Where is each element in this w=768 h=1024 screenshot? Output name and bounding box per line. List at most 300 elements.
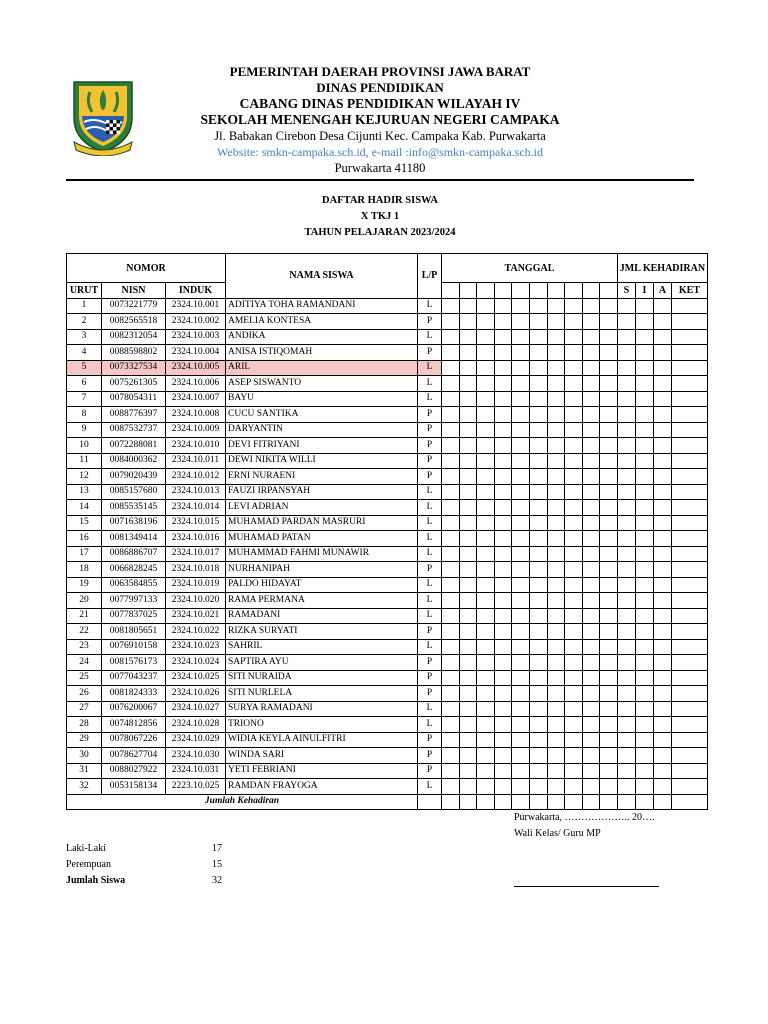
date-mark-cell[interactable] <box>442 391 460 407</box>
date-mark-cell[interactable] <box>477 469 495 485</box>
date-mark-cell[interactable] <box>459 500 477 516</box>
date-mark-cell[interactable] <box>442 763 460 779</box>
date-mark-cell[interactable] <box>529 345 547 361</box>
date-mark-cell[interactable] <box>512 345 530 361</box>
date-mark-cell[interactable] <box>600 639 618 655</box>
date-mark-cell[interactable] <box>512 484 530 500</box>
date-mark-cell[interactable] <box>600 608 618 624</box>
attendance-count-cell[interactable] <box>671 763 707 779</box>
date-mark-cell[interactable] <box>582 314 600 330</box>
date-mark-cell[interactable] <box>477 531 495 547</box>
attendance-count-cell[interactable] <box>617 314 635 330</box>
date-mark-cell[interactable] <box>600 422 618 438</box>
date-mark-cell[interactable] <box>494 593 512 609</box>
date-mark-cell[interactable] <box>512 562 530 578</box>
date-mark-cell[interactable] <box>547 345 565 361</box>
date-mark-cell[interactable] <box>547 531 565 547</box>
attendance-count-cell[interactable] <box>653 422 671 438</box>
attendance-count-cell[interactable] <box>653 577 671 593</box>
attendance-count-cell[interactable] <box>635 546 653 562</box>
attendance-count-cell[interactable] <box>635 686 653 702</box>
date-mark-cell[interactable] <box>547 376 565 392</box>
date-mark-cell[interactable] <box>477 577 495 593</box>
date-mark-cell[interactable] <box>494 484 512 500</box>
date-mark-cell[interactable] <box>494 360 512 376</box>
date-mark-cell[interactable] <box>477 329 495 345</box>
date-mark-cell[interactable] <box>529 593 547 609</box>
date-mark-cell[interactable] <box>600 515 618 531</box>
attendance-count-cell[interactable] <box>635 624 653 640</box>
date-mark-cell[interactable] <box>582 376 600 392</box>
attendance-count-cell[interactable] <box>671 639 707 655</box>
date-mark-cell[interactable] <box>565 546 583 562</box>
attendance-count-cell[interactable] <box>671 686 707 702</box>
date-mark-cell[interactable] <box>600 376 618 392</box>
date-mark-cell[interactable] <box>459 655 477 671</box>
date-mark-cell[interactable] <box>494 453 512 469</box>
date-mark-cell[interactable] <box>582 732 600 748</box>
attendance-count-cell[interactable] <box>617 732 635 748</box>
date-mark-cell[interactable] <box>529 438 547 454</box>
attendance-count-cell[interactable] <box>671 655 707 671</box>
date-mark-cell[interactable] <box>459 345 477 361</box>
attendance-count-cell[interactable] <box>617 515 635 531</box>
attendance-count-cell[interactable] <box>635 438 653 454</box>
date-mark-cell[interactable] <box>442 376 460 392</box>
date-mark-cell[interactable] <box>459 329 477 345</box>
date-mark-cell[interactable] <box>442 438 460 454</box>
attendance-count-cell[interactable] <box>635 763 653 779</box>
attendance-count-cell[interactable] <box>617 655 635 671</box>
date-mark-cell[interactable] <box>512 639 530 655</box>
date-mark-cell[interactable] <box>547 779 565 795</box>
date-mark-cell[interactable] <box>547 515 565 531</box>
date-mark-cell[interactable] <box>565 376 583 392</box>
attendance-count-cell[interactable] <box>635 453 653 469</box>
attendance-count-cell[interactable] <box>671 748 707 764</box>
date-mark-cell[interactable] <box>477 546 495 562</box>
date-mark-cell[interactable] <box>477 314 495 330</box>
date-mark-cell[interactable] <box>565 314 583 330</box>
date-mark-cell[interactable] <box>477 484 495 500</box>
attendance-count-cell[interactable] <box>671 546 707 562</box>
date-mark-cell[interactable] <box>565 686 583 702</box>
attendance-count-cell[interactable] <box>671 624 707 640</box>
date-mark-cell[interactable] <box>565 670 583 686</box>
date-mark-cell[interactable] <box>459 763 477 779</box>
date-mark-cell[interactable] <box>494 732 512 748</box>
date-mark-cell[interactable] <box>494 763 512 779</box>
date-mark-cell[interactable] <box>459 717 477 733</box>
attendance-count-cell[interactable] <box>617 639 635 655</box>
date-mark-cell[interactable] <box>529 670 547 686</box>
attendance-count-cell[interactable] <box>635 484 653 500</box>
date-mark-cell[interactable] <box>442 701 460 717</box>
date-mark-cell[interactable] <box>547 732 565 748</box>
date-mark-cell[interactable] <box>477 562 495 578</box>
date-mark-cell[interactable] <box>512 624 530 640</box>
date-mark-cell[interactable] <box>477 298 495 314</box>
attendance-count-cell[interactable] <box>635 360 653 376</box>
date-mark-cell[interactable] <box>600 624 618 640</box>
date-mark-cell[interactable] <box>459 732 477 748</box>
date-mark-cell[interactable] <box>477 360 495 376</box>
date-mark-cell[interactable] <box>547 314 565 330</box>
attendance-count-cell[interactable] <box>653 593 671 609</box>
attendance-count-cell[interactable] <box>635 593 653 609</box>
date-mark-cell[interactable] <box>442 314 460 330</box>
date-mark-cell[interactable] <box>494 562 512 578</box>
date-mark-cell[interactable] <box>512 438 530 454</box>
school-website-link[interactable]: Website: smkn-campaka.sch.id, e-mail :info@smkn-campaka.sch.id <box>217 145 543 159</box>
date-mark-cell[interactable] <box>529 329 547 345</box>
date-mark-cell[interactable] <box>459 298 477 314</box>
date-mark-cell[interactable] <box>565 453 583 469</box>
date-mark-cell[interactable] <box>582 360 600 376</box>
attendance-count-cell[interactable] <box>671 298 707 314</box>
attendance-count-cell[interactable] <box>653 469 671 485</box>
attendance-count-cell[interactable] <box>671 484 707 500</box>
attendance-count-cell[interactable] <box>617 469 635 485</box>
date-mark-cell[interactable] <box>512 717 530 733</box>
attendance-count-cell[interactable] <box>617 779 635 795</box>
attendance-count-cell[interactable] <box>653 484 671 500</box>
attendance-count-cell[interactable] <box>617 593 635 609</box>
attendance-count-cell[interactable] <box>635 469 653 485</box>
date-mark-cell[interactable] <box>582 298 600 314</box>
date-mark-cell[interactable] <box>600 314 618 330</box>
date-mark-cell[interactable] <box>494 469 512 485</box>
date-mark-cell[interactable] <box>600 779 618 795</box>
date-mark-cell[interactable] <box>512 748 530 764</box>
date-mark-cell[interactable] <box>494 717 512 733</box>
attendance-count-cell[interactable] <box>653 329 671 345</box>
attendance-count-cell[interactable] <box>653 531 671 547</box>
date-mark-cell[interactable] <box>529 717 547 733</box>
date-mark-cell[interactable] <box>529 577 547 593</box>
attendance-count-cell[interactable] <box>671 670 707 686</box>
date-mark-cell[interactable] <box>600 407 618 423</box>
date-mark-cell[interactable] <box>565 329 583 345</box>
attendance-count-cell[interactable] <box>653 686 671 702</box>
date-mark-cell[interactable] <box>582 515 600 531</box>
attendance-count-cell[interactable] <box>635 670 653 686</box>
date-mark-cell[interactable] <box>547 298 565 314</box>
attendance-count-cell[interactable] <box>671 593 707 609</box>
attendance-count-cell[interactable] <box>671 515 707 531</box>
date-mark-cell[interactable] <box>442 531 460 547</box>
attendance-count-cell[interactable] <box>635 298 653 314</box>
date-mark-cell[interactable] <box>442 748 460 764</box>
date-mark-cell[interactable] <box>600 360 618 376</box>
date-mark-cell[interactable] <box>442 779 460 795</box>
date-mark-cell[interactable] <box>459 546 477 562</box>
attendance-count-cell[interactable] <box>671 329 707 345</box>
date-mark-cell[interactable] <box>529 298 547 314</box>
date-mark-cell[interactable] <box>494 515 512 531</box>
date-mark-cell[interactable] <box>582 391 600 407</box>
attendance-count-cell[interactable] <box>653 748 671 764</box>
date-mark-cell[interactable] <box>529 639 547 655</box>
date-mark-cell[interactable] <box>582 593 600 609</box>
date-mark-cell[interactable] <box>459 577 477 593</box>
attendance-count-cell[interactable] <box>617 531 635 547</box>
date-mark-cell[interactable] <box>477 515 495 531</box>
date-mark-cell[interactable] <box>512 453 530 469</box>
date-mark-cell[interactable] <box>565 360 583 376</box>
attendance-count-cell[interactable] <box>635 779 653 795</box>
date-mark-cell[interactable] <box>547 577 565 593</box>
date-mark-cell[interactable] <box>600 500 618 516</box>
attendance-count-cell[interactable] <box>617 748 635 764</box>
date-mark-cell[interactable] <box>565 624 583 640</box>
date-mark-cell[interactable] <box>565 438 583 454</box>
date-mark-cell[interactable] <box>529 453 547 469</box>
date-mark-cell[interactable] <box>547 717 565 733</box>
date-mark-cell[interactable] <box>565 484 583 500</box>
date-mark-cell[interactable] <box>547 360 565 376</box>
date-mark-cell[interactable] <box>459 608 477 624</box>
date-mark-cell[interactable] <box>442 577 460 593</box>
attendance-count-cell[interactable] <box>671 717 707 733</box>
date-mark-cell[interactable] <box>477 763 495 779</box>
date-mark-cell[interactable] <box>600 593 618 609</box>
date-mark-cell[interactable] <box>494 500 512 516</box>
date-mark-cell[interactable] <box>600 670 618 686</box>
date-mark-cell[interactable] <box>582 422 600 438</box>
date-mark-cell[interactable] <box>547 391 565 407</box>
date-mark-cell[interactable] <box>442 732 460 748</box>
date-mark-cell[interactable] <box>494 407 512 423</box>
date-mark-cell[interactable] <box>477 438 495 454</box>
date-mark-cell[interactable] <box>582 577 600 593</box>
date-mark-cell[interactable] <box>582 717 600 733</box>
attendance-count-cell[interactable] <box>635 608 653 624</box>
date-mark-cell[interactable] <box>512 391 530 407</box>
date-mark-cell[interactable] <box>582 345 600 361</box>
attendance-count-cell[interactable] <box>653 515 671 531</box>
date-mark-cell[interactable] <box>512 469 530 485</box>
date-mark-cell[interactable] <box>512 655 530 671</box>
date-mark-cell[interactable] <box>565 298 583 314</box>
date-mark-cell[interactable] <box>582 407 600 423</box>
attendance-count-cell[interactable] <box>617 391 635 407</box>
attendance-count-cell[interactable] <box>617 360 635 376</box>
date-mark-cell[interactable] <box>547 593 565 609</box>
date-mark-cell[interactable] <box>459 779 477 795</box>
attendance-count-cell[interactable] <box>617 500 635 516</box>
attendance-count-cell[interactable] <box>617 686 635 702</box>
date-mark-cell[interactable] <box>477 608 495 624</box>
attendance-count-cell[interactable] <box>671 732 707 748</box>
date-mark-cell[interactable] <box>512 577 530 593</box>
date-mark-cell[interactable] <box>529 422 547 438</box>
date-mark-cell[interactable] <box>582 748 600 764</box>
date-mark-cell[interactable] <box>565 469 583 485</box>
attendance-count-cell[interactable] <box>671 608 707 624</box>
attendance-count-cell[interactable] <box>617 329 635 345</box>
date-mark-cell[interactable] <box>459 438 477 454</box>
date-mark-cell[interactable] <box>459 391 477 407</box>
attendance-count-cell[interactable] <box>671 345 707 361</box>
date-mark-cell[interactable] <box>547 484 565 500</box>
date-mark-cell[interactable] <box>600 562 618 578</box>
date-mark-cell[interactable] <box>512 701 530 717</box>
date-mark-cell[interactable] <box>565 515 583 531</box>
date-mark-cell[interactable] <box>582 655 600 671</box>
date-mark-cell[interactable] <box>582 763 600 779</box>
attendance-count-cell[interactable] <box>635 639 653 655</box>
date-mark-cell[interactable] <box>565 562 583 578</box>
date-mark-cell[interactable] <box>529 624 547 640</box>
date-mark-cell[interactable] <box>547 670 565 686</box>
date-mark-cell[interactable] <box>600 469 618 485</box>
date-mark-cell[interactable] <box>512 314 530 330</box>
date-mark-cell[interactable] <box>459 422 477 438</box>
attendance-count-cell[interactable] <box>671 438 707 454</box>
attendance-count-cell[interactable] <box>635 531 653 547</box>
date-mark-cell[interactable] <box>442 562 460 578</box>
date-mark-cell[interactable] <box>512 732 530 748</box>
date-mark-cell[interactable] <box>512 500 530 516</box>
date-mark-cell[interactable] <box>477 717 495 733</box>
date-mark-cell[interactable] <box>477 670 495 686</box>
date-mark-cell[interactable] <box>529 655 547 671</box>
date-mark-cell[interactable] <box>547 500 565 516</box>
date-mark-cell[interactable] <box>477 391 495 407</box>
attendance-count-cell[interactable] <box>671 376 707 392</box>
date-mark-cell[interactable] <box>477 407 495 423</box>
date-mark-cell[interactable] <box>600 732 618 748</box>
attendance-count-cell[interactable] <box>617 701 635 717</box>
date-mark-cell[interactable] <box>565 639 583 655</box>
date-mark-cell[interactable] <box>547 748 565 764</box>
date-mark-cell[interactable] <box>512 546 530 562</box>
date-mark-cell[interactable] <box>494 329 512 345</box>
date-mark-cell[interactable] <box>442 624 460 640</box>
date-mark-cell[interactable] <box>582 531 600 547</box>
date-mark-cell[interactable] <box>494 655 512 671</box>
date-mark-cell[interactable] <box>600 484 618 500</box>
date-mark-cell[interactable] <box>547 329 565 345</box>
attendance-count-cell[interactable] <box>671 360 707 376</box>
date-mark-cell[interactable] <box>477 345 495 361</box>
date-mark-cell[interactable] <box>600 748 618 764</box>
date-mark-cell[interactable] <box>442 515 460 531</box>
attendance-count-cell[interactable] <box>653 717 671 733</box>
date-mark-cell[interactable] <box>442 639 460 655</box>
attendance-count-cell[interactable] <box>635 345 653 361</box>
attendance-count-cell[interactable] <box>653 360 671 376</box>
date-mark-cell[interactable] <box>529 732 547 748</box>
date-mark-cell[interactable] <box>442 298 460 314</box>
attendance-count-cell[interactable] <box>671 701 707 717</box>
date-mark-cell[interactable] <box>442 453 460 469</box>
date-mark-cell[interactable] <box>477 376 495 392</box>
date-mark-cell[interactable] <box>494 391 512 407</box>
date-mark-cell[interactable] <box>494 531 512 547</box>
attendance-count-cell[interactable] <box>653 438 671 454</box>
date-mark-cell[interactable] <box>565 748 583 764</box>
attendance-count-cell[interactable] <box>653 639 671 655</box>
attendance-count-cell[interactable] <box>617 577 635 593</box>
attendance-count-cell[interactable] <box>617 717 635 733</box>
date-mark-cell[interactable] <box>547 655 565 671</box>
attendance-count-cell[interactable] <box>653 314 671 330</box>
attendance-count-cell[interactable] <box>617 453 635 469</box>
date-mark-cell[interactable] <box>565 593 583 609</box>
attendance-count-cell[interactable] <box>635 562 653 578</box>
date-mark-cell[interactable] <box>494 701 512 717</box>
date-mark-cell[interactable] <box>442 546 460 562</box>
attendance-count-cell[interactable] <box>671 391 707 407</box>
date-mark-cell[interactable] <box>442 500 460 516</box>
attendance-count-cell[interactable] <box>617 438 635 454</box>
date-mark-cell[interactable] <box>565 717 583 733</box>
date-mark-cell[interactable] <box>477 500 495 516</box>
date-mark-cell[interactable] <box>529 686 547 702</box>
attendance-count-cell[interactable] <box>635 422 653 438</box>
date-mark-cell[interactable] <box>600 546 618 562</box>
date-mark-cell[interactable] <box>494 438 512 454</box>
date-mark-cell[interactable] <box>512 779 530 795</box>
date-mark-cell[interactable] <box>582 329 600 345</box>
date-mark-cell[interactable] <box>600 686 618 702</box>
attendance-count-cell[interactable] <box>635 407 653 423</box>
date-mark-cell[interactable] <box>494 314 512 330</box>
date-mark-cell[interactable] <box>529 531 547 547</box>
date-mark-cell[interactable] <box>477 453 495 469</box>
date-mark-cell[interactable] <box>565 763 583 779</box>
attendance-count-cell[interactable] <box>617 345 635 361</box>
date-mark-cell[interactable] <box>565 608 583 624</box>
date-mark-cell[interactable] <box>529 701 547 717</box>
date-mark-cell[interactable] <box>477 748 495 764</box>
date-mark-cell[interactable] <box>529 484 547 500</box>
attendance-count-cell[interactable] <box>671 562 707 578</box>
date-mark-cell[interactable] <box>494 748 512 764</box>
date-mark-cell[interactable] <box>600 577 618 593</box>
date-mark-cell[interactable] <box>459 376 477 392</box>
date-mark-cell[interactable] <box>512 422 530 438</box>
date-mark-cell[interactable] <box>512 329 530 345</box>
date-mark-cell[interactable] <box>512 686 530 702</box>
date-mark-cell[interactable] <box>459 531 477 547</box>
date-mark-cell[interactable] <box>547 608 565 624</box>
date-mark-cell[interactable] <box>442 655 460 671</box>
attendance-count-cell[interactable] <box>653 391 671 407</box>
attendance-count-cell[interactable] <box>617 562 635 578</box>
attendance-count-cell[interactable] <box>653 546 671 562</box>
attendance-count-cell[interactable] <box>653 732 671 748</box>
date-mark-cell[interactable] <box>477 655 495 671</box>
date-mark-cell[interactable] <box>582 639 600 655</box>
date-mark-cell[interactable] <box>442 484 460 500</box>
attendance-count-cell[interactable] <box>653 763 671 779</box>
date-mark-cell[interactable] <box>442 407 460 423</box>
date-mark-cell[interactable] <box>600 345 618 361</box>
date-mark-cell[interactable] <box>547 624 565 640</box>
date-mark-cell[interactable] <box>600 453 618 469</box>
date-mark-cell[interactable] <box>547 701 565 717</box>
attendance-count-cell[interactable] <box>617 624 635 640</box>
date-mark-cell[interactable] <box>512 515 530 531</box>
date-mark-cell[interactable] <box>529 763 547 779</box>
date-mark-cell[interactable] <box>547 469 565 485</box>
date-mark-cell[interactable] <box>529 546 547 562</box>
date-mark-cell[interactable] <box>494 608 512 624</box>
date-mark-cell[interactable] <box>512 298 530 314</box>
